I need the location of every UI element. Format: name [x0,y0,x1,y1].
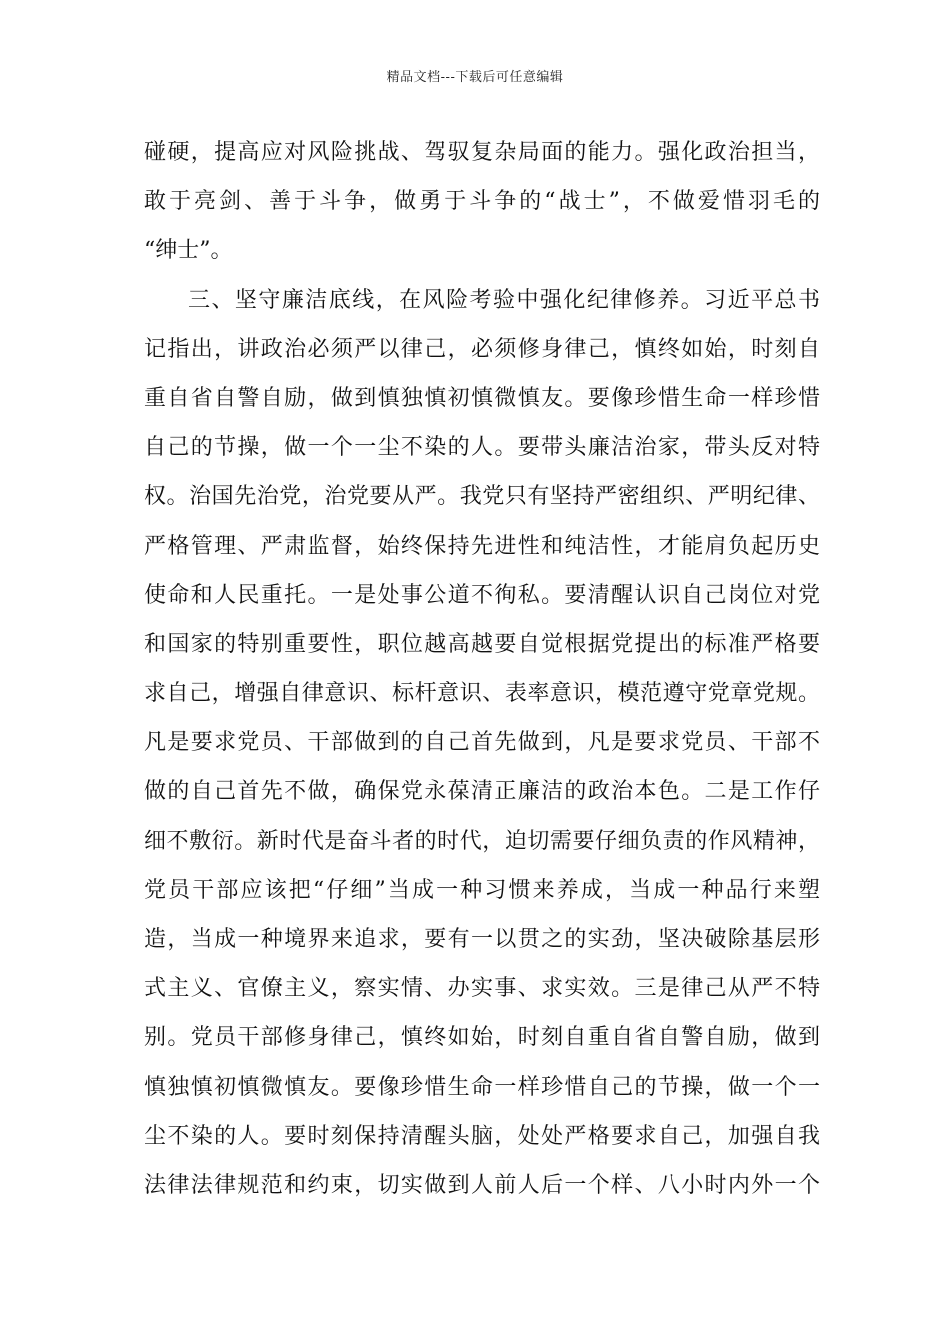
text-line: 使命和人民重托。一是处事公道不徇私。要清醒认识自己岗位对党 [144,582,820,608]
page-header: 精品文档---下载后可任意编辑 [386,70,564,85]
text-line: 自己的节操，做一个一尘不染的人。要带头廉洁治家，带头反对特 [144,435,820,461]
text-line: 党员干部应该把“仔细”当成一种习惯来养成，当成一种品行来塑 [144,877,820,903]
text-line: 凡是要求党员、干部做到的自己首先做到，凡是要求党员、干部不 [144,730,820,756]
text-line: 式主义、官僚主义，察实情、办实事、求实效。三是律己从严不特 [144,976,820,1002]
text-line: 敢于亮剑、善于斗争，做勇于斗争的“战士”，不做爱惜羽毛的 [144,189,820,215]
text-line: 重自省自警自励，做到慎独慎初慎微慎友。要像珍惜生命一样珍惜 [144,385,820,411]
text-line: 三、坚守廉洁底线，在风险考验中强化纪律修养。习近平总书 [188,287,820,313]
text-line: “绅士”。 [144,238,233,264]
text-line: 别。党员干部修身律己，慎终如始，时刻自重自省自警自励，做到 [144,1025,820,1051]
text-line: 记指出，讲政治必须严以律己，必须修身律己，慎终如始，时刻自 [144,336,820,362]
text-line: 尘不染的人。要时刻保持清醒头脑，处处严格要求自己，加强自我 [144,1123,820,1149]
text-line: 碰硬，提高应对风险挑战、驾驭复杂局面的能力。强化政治担当， [144,140,820,165]
paragraph [144,276,820,1211]
document-body [144,128,820,1210]
text-line: 做的自己首先不做，确保党永葆清正廉洁的政治本色。二是工作仔 [144,779,820,805]
text-line: 慎独慎初慎微慎友。要像珍惜生命一样珍惜自己的节操，做一个一 [144,1074,820,1100]
text-line: 严格管理、严肃监督，始终保持先进性和纯洁性，才能肩负起历史 [144,533,820,559]
text-line: 权。治国先治党，治党要从严。我党只有坚持严密组织、严明纪律、 [144,484,820,510]
text-line: 求自己，增强自律意识、标杆意识、表率意识，模范遵守党章党规。 [144,681,820,707]
text-line: 造，当成一种境界来追求，要有一以贯之的实劲，坚决破除基层形 [144,927,820,952]
paragraph [144,128,820,276]
text-line: 细不敷衍。新时代是奋斗者的时代，迫切需要仔细负责的作风精神， [144,828,820,854]
text-line: 法律法律规范和约束，切实做到人前人后一个样、八小时内外一个 [144,1172,820,1198]
text-line: 和国家的特别重要性，职位越高越要自觉根据党提出的标准严格要 [144,631,820,657]
